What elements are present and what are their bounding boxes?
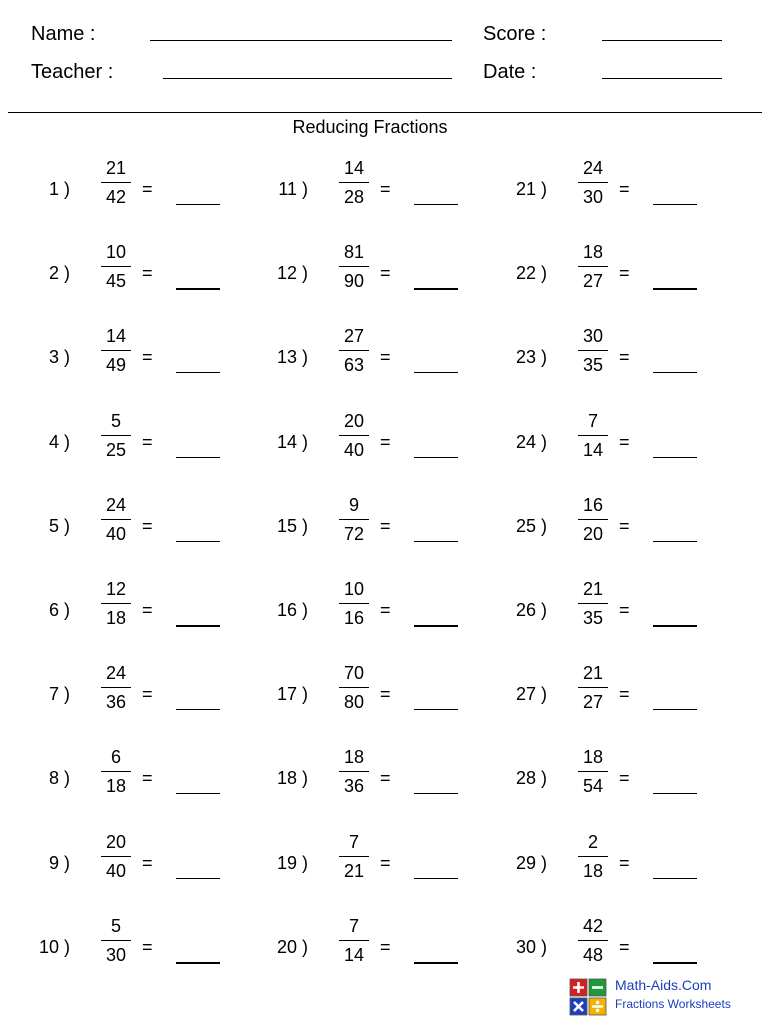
date-label: Date : (483, 61, 537, 83)
problem-number: 6 ) (48, 600, 70, 620)
numerator: 5 (110, 410, 121, 431)
fraction (577, 157, 609, 208)
equals-sign: = (142, 515, 153, 536)
numerator: 21 (105, 158, 127, 178)
problem-number: 25 ) (515, 515, 547, 536)
problem-number: 16 ) (276, 600, 308, 620)
numerator: 16 (582, 494, 604, 515)
equals-sign: = (142, 600, 153, 620)
numerator: 12 (105, 579, 127, 599)
equals-sign: = (380, 179, 391, 199)
answer-blank[interactable] (653, 878, 697, 879)
fraction-bar (339, 771, 369, 772)
answer-blank[interactable] (176, 457, 220, 458)
fraction-bar (578, 182, 608, 183)
equals-sign: = (619, 684, 630, 705)
numerator: 70 (343, 663, 365, 684)
fraction-bar (101, 771, 131, 772)
problem-item (0, 915, 230, 981)
problem-number: 13 ) (276, 347, 308, 368)
problem-item (477, 494, 707, 560)
problem-number: 3 ) (48, 347, 70, 368)
problem-number: 19 ) (276, 852, 308, 873)
denominator: 35 (582, 355, 604, 376)
problem-number: 4 ) (48, 431, 70, 452)
denominator: 45 (105, 271, 127, 292)
denominator: 35 (582, 608, 604, 628)
denominator: 49 (105, 355, 127, 376)
numerator: 2 (587, 831, 598, 852)
denominator: 36 (105, 692, 127, 713)
denominator: 27 (582, 271, 604, 292)
fraction-bar (339, 519, 369, 520)
equals-sign: = (380, 515, 391, 536)
math-operators-icon (569, 978, 607, 1016)
fraction (100, 157, 132, 208)
fraction (100, 915, 132, 966)
denominator: 18 (105, 776, 127, 797)
denominator: 63 (343, 355, 365, 376)
problem-item (238, 157, 468, 223)
answer-blank[interactable] (176, 709, 220, 710)
problem-number: 27 ) (515, 684, 547, 705)
denominator: 40 (343, 439, 365, 460)
answer-blank[interactable] (653, 372, 697, 373)
problem-number: 15 ) (276, 515, 308, 536)
numerator: 42 (582, 915, 604, 936)
fraction-bar (339, 687, 369, 688)
fraction-bar (101, 182, 131, 183)
equals-sign: = (619, 179, 630, 199)
fraction-bar (578, 940, 608, 941)
problem-number: 7 ) (48, 684, 70, 705)
fraction (338, 494, 370, 545)
equals-sign: = (619, 515, 630, 536)
denominator: 20 (582, 523, 604, 544)
problem-number: 2 ) (48, 263, 70, 284)
denominator: 36 (343, 776, 365, 797)
fraction (100, 494, 132, 545)
numerator: 10 (105, 242, 127, 263)
problem-number: 5 ) (48, 515, 70, 536)
answer-blank[interactable] (414, 793, 458, 794)
fraction (100, 325, 132, 376)
denominator: 42 (105, 187, 127, 207)
numerator: 18 (343, 747, 365, 768)
answer-blank[interactable] (176, 372, 220, 373)
problem-item (477, 578, 707, 644)
fraction-bar (578, 603, 608, 604)
problem-number: 12 ) (276, 263, 308, 284)
answer-blank[interactable] (176, 625, 220, 627)
fraction (577, 662, 609, 713)
equals-sign: = (380, 600, 391, 620)
math-aids-logo (569, 976, 759, 1016)
answer-blank[interactable] (176, 541, 220, 542)
problem-number: 21 ) (515, 179, 547, 199)
equals-sign: = (380, 431, 391, 452)
answer-blank[interactable] (176, 962, 220, 964)
fraction (100, 746, 132, 797)
answer-blank[interactable] (653, 541, 697, 542)
problem-number: 10 ) (38, 936, 70, 957)
fraction-bar (101, 687, 131, 688)
equals-sign: = (619, 852, 630, 873)
equals-sign: = (619, 347, 630, 368)
fraction-bar (101, 350, 131, 351)
answer-blank[interactable] (653, 288, 697, 290)
numerator: 7 (587, 410, 598, 431)
answer-blank[interactable] (653, 709, 697, 710)
fraction (338, 831, 370, 882)
problem-item (238, 746, 468, 812)
fraction-bar (339, 266, 369, 267)
score-label: Score : (483, 23, 547, 45)
problem-number: 29 ) (515, 852, 547, 873)
teacher-label: Teacher : (31, 61, 114, 83)
answer-blank[interactable] (414, 288, 458, 290)
problem-number: 22 ) (515, 263, 547, 284)
equals-sign: = (380, 684, 391, 705)
fraction (338, 662, 370, 713)
answer-blank[interactable] (414, 541, 458, 542)
equals-sign: = (142, 263, 153, 284)
fraction (577, 325, 609, 376)
numerator: 5 (110, 915, 121, 936)
problem-number: 11 ) (278, 179, 308, 199)
denominator: 21 (343, 860, 365, 881)
denominator: 72 (343, 523, 365, 544)
answer-blank[interactable] (414, 709, 458, 710)
problem-number: 23 ) (515, 347, 547, 368)
problem-item (0, 410, 230, 476)
problem-item (238, 831, 468, 897)
problem-item (477, 157, 707, 223)
numerator: 20 (343, 410, 365, 431)
problem-number: 20 ) (276, 936, 308, 957)
fraction-bar (578, 435, 608, 436)
problem-item (0, 746, 230, 812)
numerator: 20 (105, 831, 127, 852)
score-field-line[interactable] (602, 40, 722, 41)
problem-item (0, 241, 230, 307)
numerator: 10 (343, 579, 365, 599)
fraction (577, 831, 609, 882)
numerator: 21 (582, 663, 604, 684)
denominator: 28 (343, 187, 365, 207)
fraction (338, 241, 370, 292)
fraction-bar (339, 856, 369, 857)
answer-blank[interactable] (653, 457, 697, 458)
equals-sign: = (619, 263, 630, 284)
equals-sign: = (142, 768, 153, 789)
equals-sign: = (380, 936, 391, 957)
logo-brand-text: Math-Aids.Com (615, 977, 712, 993)
problem-number: 14 ) (276, 431, 308, 452)
fraction-bar (339, 435, 369, 436)
fraction (577, 410, 609, 461)
denominator: 40 (105, 860, 127, 881)
numerator: 27 (343, 326, 365, 347)
answer-blank[interactable] (176, 204, 220, 205)
fraction-bar (101, 435, 131, 436)
fraction-bar (578, 856, 608, 857)
worksheet-title: Reducing Fractions (292, 117, 448, 137)
name-label: Name : (31, 23, 96, 45)
fraction (577, 746, 609, 797)
problem-number: 30 ) (515, 936, 547, 957)
fraction-bar (101, 856, 131, 857)
denominator: 16 (343, 608, 365, 628)
name-field-line[interactable] (150, 40, 452, 41)
fraction (577, 915, 609, 966)
problem-item (238, 662, 468, 728)
problem-item (0, 831, 230, 897)
fraction-bar (578, 350, 608, 351)
numerator: 24 (105, 663, 127, 684)
denominator: 30 (105, 944, 127, 965)
fraction (577, 494, 609, 545)
denominator: 25 (105, 439, 127, 460)
fraction-bar (339, 603, 369, 604)
problem-number: 28 ) (515, 768, 547, 789)
numerator: 18 (582, 242, 604, 263)
fraction (577, 241, 609, 292)
numerator: 30 (582, 326, 604, 347)
fraction (338, 578, 370, 629)
answer-blank[interactable] (414, 878, 458, 879)
equals-sign: = (142, 684, 153, 705)
fraction (577, 578, 609, 629)
problem-item (477, 831, 707, 897)
denominator: 18 (105, 608, 127, 628)
problem-number: 8 ) (48, 768, 70, 789)
equals-sign: = (380, 852, 391, 873)
fraction (100, 410, 132, 461)
numerator: 14 (105, 326, 127, 347)
denominator: 48 (582, 944, 604, 965)
problem-item (238, 494, 468, 560)
equals-sign: = (380, 768, 391, 789)
fraction-bar (578, 687, 608, 688)
numerator: 6 (110, 747, 121, 768)
equals-sign: = (619, 431, 630, 452)
fraction-bar (578, 266, 608, 267)
answer-blank[interactable] (414, 372, 458, 373)
answer-blank[interactable] (653, 204, 697, 205)
fraction (100, 241, 132, 292)
denominator: 80 (343, 692, 365, 713)
equals-sign: = (619, 600, 630, 620)
denominator: 18 (582, 860, 604, 881)
equals-sign: = (619, 936, 630, 957)
fraction (338, 915, 370, 966)
answer-blank[interactable] (653, 625, 697, 627)
denominator: 30 (582, 187, 604, 207)
fraction-bar (339, 940, 369, 941)
equals-sign: = (380, 263, 391, 284)
fraction (338, 157, 370, 208)
numerator: 18 (582, 747, 604, 768)
problem-item (0, 578, 230, 644)
fraction-bar (101, 940, 131, 941)
problem-number: 17 ) (276, 684, 308, 705)
denominator: 54 (582, 776, 604, 797)
problem-item (0, 662, 230, 728)
problem-number: 9 ) (48, 852, 70, 873)
answer-blank[interactable] (414, 204, 458, 205)
problem-number: 1 ) (48, 179, 70, 199)
problem-item (0, 157, 230, 223)
problem-item (477, 325, 707, 391)
equals-sign: = (142, 179, 153, 199)
problem-number: 24 ) (515, 431, 547, 452)
logo-subtitle-text: Fractions Worksheets (615, 997, 731, 1011)
equals-sign: = (380, 347, 391, 368)
equals-sign: = (142, 431, 153, 452)
answer-blank[interactable] (176, 793, 220, 794)
answer-blank[interactable] (414, 962, 458, 964)
answer-blank[interactable] (176, 878, 220, 879)
problem-item (238, 241, 468, 307)
date-field-line[interactable] (602, 78, 722, 79)
numerator: 81 (343, 242, 365, 263)
problem-item (0, 325, 230, 391)
teacher-field-line[interactable] (163, 78, 452, 79)
problem-item (238, 578, 468, 644)
problem-item (477, 915, 707, 981)
answer-blank[interactable] (653, 962, 697, 964)
fraction-bar (578, 771, 608, 772)
denominator: 40 (105, 523, 127, 544)
problem-number: 18 ) (276, 768, 308, 789)
problem-item (477, 746, 707, 812)
fraction (100, 578, 132, 629)
denominator: 90 (343, 271, 365, 292)
numerator: 24 (105, 494, 127, 515)
equals-sign: = (142, 852, 153, 873)
numerator: 21 (582, 579, 604, 599)
answer-blank[interactable] (653, 793, 697, 794)
denominator: 27 (582, 692, 604, 713)
header-divider (8, 112, 762, 113)
answer-blank[interactable] (176, 288, 220, 290)
fraction-bar (339, 182, 369, 183)
numerator: 7 (348, 831, 359, 852)
answer-blank[interactable] (414, 625, 458, 627)
fraction-bar (101, 519, 131, 520)
answer-blank[interactable] (414, 457, 458, 458)
fraction-bar (578, 519, 608, 520)
problem-item (477, 410, 707, 476)
problem-number: 26 ) (515, 600, 547, 620)
numerator: 9 (348, 494, 359, 515)
problem-item (477, 662, 707, 728)
numerator: 7 (348, 915, 359, 936)
problem-item (238, 325, 468, 391)
numerator: 24 (582, 158, 604, 178)
fraction (100, 662, 132, 713)
fraction (338, 325, 370, 376)
problem-item (238, 915, 468, 981)
fraction (338, 410, 370, 461)
fraction (338, 746, 370, 797)
problem-item (477, 241, 707, 307)
equals-sign: = (619, 768, 630, 789)
numerator: 14 (343, 158, 365, 178)
fraction-bar (101, 266, 131, 267)
fraction-bar (339, 350, 369, 351)
fraction-bar (101, 603, 131, 604)
problem-item (238, 410, 468, 476)
equals-sign: = (142, 347, 153, 368)
equals-sign: = (142, 936, 153, 957)
fraction (100, 831, 132, 882)
denominator: 14 (582, 439, 604, 460)
problem-item (0, 494, 230, 560)
denominator: 14 (343, 944, 365, 965)
